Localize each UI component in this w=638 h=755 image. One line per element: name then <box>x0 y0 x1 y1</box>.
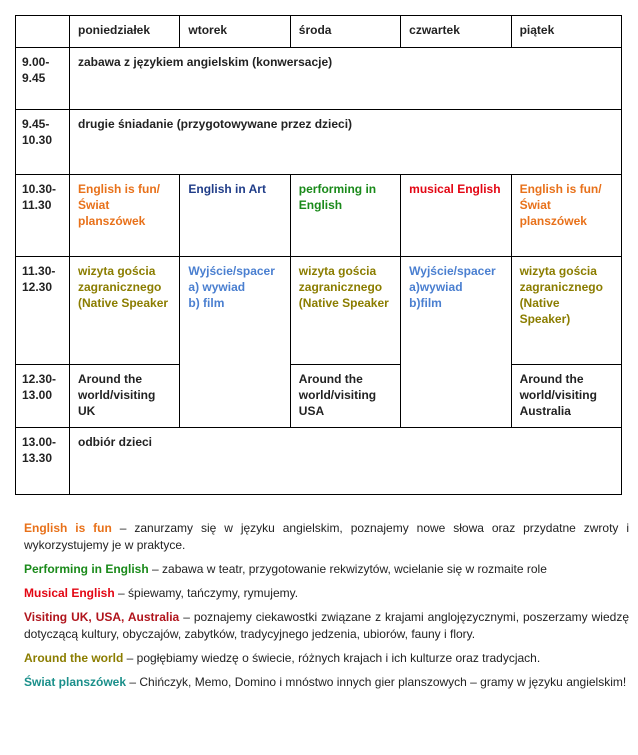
note-visiting <box>24 609 629 643</box>
time-slot: 12.30- 13.00 <box>16 365 70 428</box>
note-performing-in-english <box>24 561 629 578</box>
activity-cell: Around the world/visiting Australia <box>511 365 621 428</box>
activity-cell: drugie śniadanie (przygotowywane przez dzieci) <box>70 110 622 175</box>
day-header-tuesday: wtorek <box>180 16 290 48</box>
note-term: Świat planszówek <box>24 675 127 689</box>
note-term: Musical English <box>24 586 115 600</box>
activity-cell: wizyta gościa zagranicznego (Native Speaker <box>290 257 400 365</box>
note-swiat-planszowek <box>24 674 629 691</box>
corner-cell <box>16 16 70 48</box>
note-text: – zabawa w teatr, przygotowanie rekwizytów, wcielanie się w rozmaite role <box>148 562 547 576</box>
note-text: – Chińczyk, Memo, Domino i mnóstwo innych gier planszowych – gramy w języku angielskim! <box>126 675 627 689</box>
activity-cell: English in Art <box>180 175 290 257</box>
table-row <box>16 175 622 257</box>
header-row <box>16 16 622 48</box>
activity-cell: odbiór dzieci <box>70 428 622 495</box>
note-text: – pogłębiamy wiedzę o świecie, różnych krajach i ich kulturze oraz tradycjach. <box>123 651 541 665</box>
note-musical-english <box>24 585 629 602</box>
time-slot: 9.45- 10.30 <box>16 110 70 175</box>
activity-cell: wizyta gościa zagranicznego (Native Speaker <box>70 257 180 365</box>
activity-cell: musical English <box>401 175 511 257</box>
activity-cell: Wyjście/spacer a)wywiad b)film <box>401 257 511 428</box>
note-english-is-fun <box>24 520 629 554</box>
time-slot: 11.30- 12.30 <box>16 257 70 365</box>
time-slot: 10.30- 11.30 <box>16 175 70 257</box>
note-term: English is fun <box>24 521 112 535</box>
activity-cell: Around the world/visiting USA <box>290 365 400 428</box>
day-header-monday: poniedziałek <box>70 16 180 48</box>
activity-descriptions <box>24 520 629 698</box>
table-row <box>16 257 622 365</box>
activity-cell: performing in English <box>290 175 400 257</box>
day-header-wednesday: środa <box>290 16 400 48</box>
activity-cell: English is fun/ Świat planszówek <box>70 175 180 257</box>
activity-cell: English is fun/Świat planszówek <box>511 175 621 257</box>
time-slot: 9.00- 9.45 <box>16 48 70 110</box>
table-row <box>16 428 622 495</box>
note-text: – zanurzamy się w języku angielskim, poznajemy nowe słowa oraz przydatne zwroty i wykorzystujemy je w praktyce. <box>24 521 629 552</box>
table-row <box>16 48 622 110</box>
schedule-table <box>15 15 622 495</box>
table-row <box>16 110 622 175</box>
note-text: – śpiewamy, tańczymy, rymujemy. <box>114 586 299 600</box>
day-header-thursday: czwartek <box>401 16 511 48</box>
activity-cell: Wyjście/spacer a) wywiad b) film <box>180 257 290 428</box>
table-row <box>16 365 622 428</box>
note-term: Visiting UK, USA, Australia <box>24 610 180 624</box>
note-term: Performing in English <box>24 562 149 576</box>
time-slot: 13.00- 13.30 <box>16 428 70 495</box>
day-header-friday: piątek <box>511 16 621 48</box>
activity-cell: Around the world/visiting UK <box>70 365 180 428</box>
activity-cell: wizyta gościa zagranicznego (Native Speaker) <box>511 257 621 365</box>
note-text: – poznajemy ciekawostki związane z krajami anglojęzycznymi, poszerzamy wiedzę dotyczącą kultury, obyczajów, zabytków, tradycyjnego jedzenia, ubiorów, fauny i flory. <box>24 610 629 641</box>
note-around-the-world <box>24 650 629 667</box>
activity-cell: zabawa z językiem angielskim (konwersacje) <box>70 48 622 110</box>
note-term: Around the world <box>24 651 124 665</box>
